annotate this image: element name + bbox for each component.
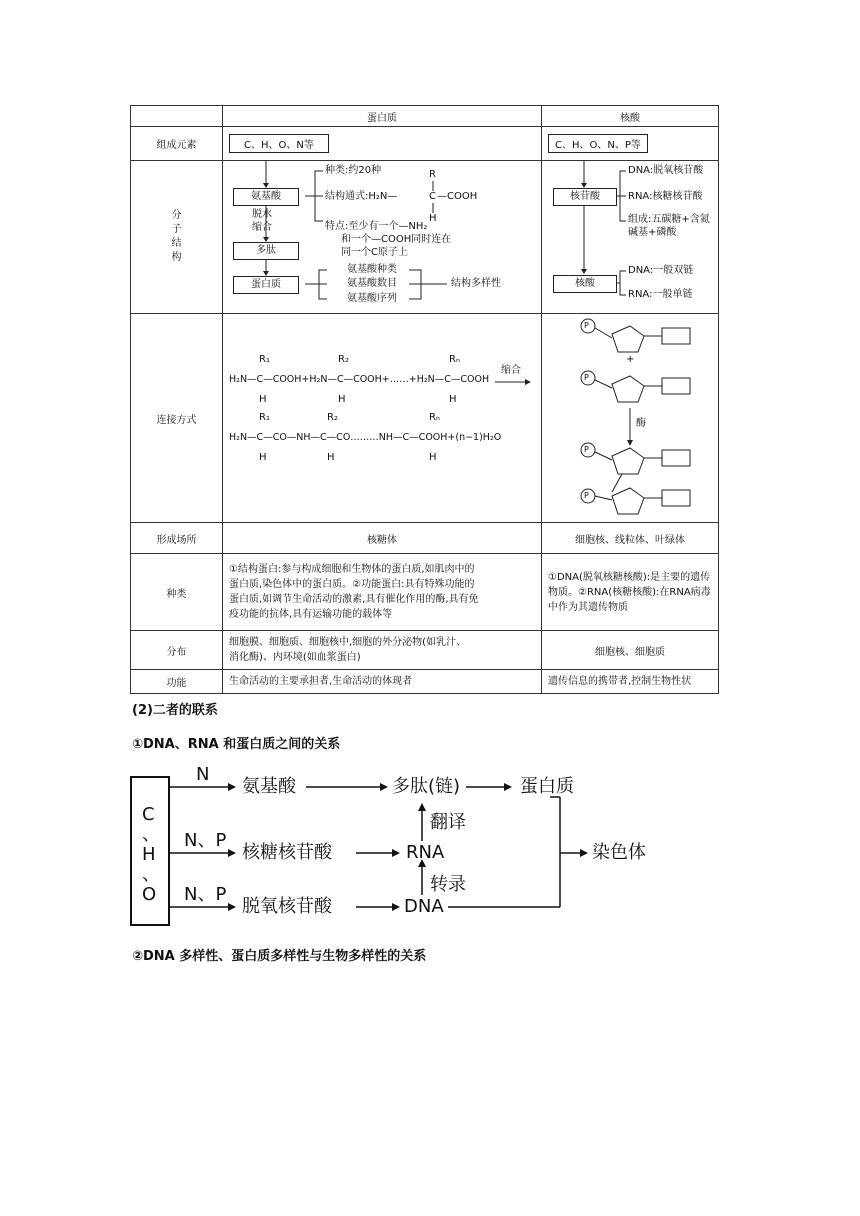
eq2-hn: H <box>429 452 437 463</box>
eq2-r2: R₂ <box>327 412 338 423</box>
eq1-r1: R₁ <box>259 354 270 365</box>
element-h: H <box>142 844 156 865</box>
row-label-site: 形成场所 <box>131 523 223 554</box>
nucleotide-diagram <box>542 314 719 522</box>
rna-chain: RNA:一般单链 <box>628 289 693 300</box>
enzyme-label: 酶 <box>636 418 646 429</box>
sep-1: 、 <box>142 824 160 845</box>
header-nucleic: 核酸 <box>542 106 719 127</box>
condensation-label: 缩合 <box>252 222 272 233</box>
protein-function: 生命活动的主要承担者,生命活动的体现者 <box>229 676 413 687</box>
protein-elements-box: C、H、O、N等 <box>229 134 329 153</box>
nucleic-site: 细胞核、线粒体、叶绿体 <box>542 523 719 554</box>
eq1-rn: Rₙ <box>449 354 460 365</box>
element-c: C <box>142 804 155 825</box>
row-label-structure <box>131 161 223 314</box>
structure-diversity: 结构多样性 <box>451 278 501 289</box>
diversity-amino-number: 氨基酸数目 <box>347 278 397 289</box>
translation-label: 翻译 <box>430 812 466 833</box>
nucleotide-box: 核苷酸 <box>553 188 617 206</box>
row-label-elements: 组成元素 <box>131 127 223 161</box>
comparison-table <box>130 105 719 694</box>
np-label-2: N、P <box>184 884 227 905</box>
formula-suffix: —COOH <box>437 191 478 202</box>
dna-rna-protein-diagram <box>130 765 690 930</box>
nucleotide-linkage-cell <box>542 314 719 523</box>
eq2-rn: Rₙ <box>429 412 440 423</box>
rna-node: RNA <box>406 842 445 863</box>
row-label-function: 功能 <box>131 670 223 694</box>
protein-distribution: 细胞膜、细胞质、细胞核中,细胞的外分泌物(如乳汁、消化酶)、内环境(如血浆蛋白) <box>229 637 467 663</box>
nucleic-structure-cell <box>542 161 719 314</box>
amino-kind-text: 种类:约20种 <box>325 165 382 176</box>
chromosome-node: 染色体 <box>592 842 646 863</box>
formula-c: C <box>429 191 436 202</box>
protein-structure-cell <box>223 161 542 314</box>
element-o: O <box>142 884 157 905</box>
formula-h: H <box>429 213 437 224</box>
phosphate-1-label: P <box>584 321 589 330</box>
feature-line-2: 和一个—COOH同时连在 <box>341 234 452 245</box>
eq1-r2: R₂ <box>338 354 349 365</box>
protein-types: ①结构蛋白:参与构成细胞和生物体的蛋白质,如肌肉中的蛋白质,染色体中的蛋白质。②功能蛋白:具有特殊功能的蛋白质,如调节生命活动的激素,具有催化作用的酶,具有免疫功能的抗体,具有运输功能的载体等 <box>229 564 479 620</box>
section-2-1-heading: ①DNA、RNA 和蛋白质之间的关系 <box>132 737 341 752</box>
peptide-equation-1: H₂N—C—COOH+H₂N—C—COOH+……+H₂N—C—COOH <box>229 374 490 385</box>
header-empty <box>131 106 223 127</box>
nucleic-distribution: 细胞核、细胞质 <box>542 631 719 670</box>
nucleotide-2 <box>581 371 690 402</box>
nucleotide-1 <box>581 319 690 352</box>
section-2-2-heading: ②DNA 多样性、蛋白质多样性与生物多样性的关系 <box>132 949 427 964</box>
protein-node: 蛋白质 <box>520 776 574 797</box>
header-protein: 蛋白质 <box>223 106 542 127</box>
composition-line-1: 组成:五碳糖+含氮 <box>628 214 710 225</box>
np-label-1: N、P <box>184 830 227 851</box>
dna-monomer: DNA:脱氧核苷酸 <box>628 165 704 176</box>
dinucleotide <box>581 443 690 514</box>
dna-node: DNA <box>404 896 444 917</box>
nucleic-function: 遗传信息的携带者,控制生物性状 <box>548 676 692 687</box>
eq2-r1: R₁ <box>259 412 270 423</box>
transcription-label: 转录 <box>430 874 466 895</box>
row-label-distribution: 分布 <box>131 631 223 670</box>
nucleic-acid-box: 核酸 <box>553 275 617 293</box>
dehydration-label: 脱水 <box>252 209 272 220</box>
row-label-linkage: 连接方式 <box>131 314 223 523</box>
formula-prefix: 结构通式:H₂N— <box>325 191 398 202</box>
phosphate-4-label: P <box>584 491 589 500</box>
rna-monomer: RNA:核糖核苷酸 <box>628 191 703 202</box>
feature-line-1: 特点:至少有一个—NH₂ <box>325 221 428 232</box>
section-2-heading: (2)二者的联系 <box>132 703 218 718</box>
row-label-types: 种类 <box>131 554 223 631</box>
sep-2: 、 <box>142 864 160 885</box>
amino-acid-node: 氨基酸 <box>242 776 296 797</box>
dna-chain: DNA:一般双链 <box>628 265 694 276</box>
condense-arrow <box>495 378 531 386</box>
eq2-h1: H <box>259 452 267 463</box>
composition-line-2: 碱基+磷酸 <box>628 227 677 238</box>
protein-site: 核糖体 <box>223 523 542 554</box>
phosphate-2-label: P <box>584 373 589 382</box>
eq1-h2: H <box>338 394 346 405</box>
ribonucleotide-node: 核糖核苷酸 <box>242 842 332 863</box>
eq2-h2: H <box>327 452 335 463</box>
protein-box: 蛋白质 <box>233 276 299 294</box>
phosphate-3-label: P <box>584 445 589 454</box>
amino-acid-box: 氨基酸 <box>233 188 299 206</box>
plus-sign: + <box>626 354 635 365</box>
feature-line-3: 同一个C原子上 <box>341 247 408 258</box>
nucleic-elements-box: C、H、O、N、P等 <box>548 134 648 153</box>
polypeptide-box: 多肽 <box>233 242 299 260</box>
peptide-linkage-cell <box>223 314 542 523</box>
deoxynucleotide-node: 脱氧核苷酸 <box>242 896 332 917</box>
diversity-amino-kind: 氨基酸种类 <box>347 264 397 275</box>
peptide-equation-2: H₂N—C—CO—NH—C—CO………NH—C—COOH+(n−1)H₂O <box>229 432 502 443</box>
diversity-amino-sequence: 氨基酸序列 <box>347 293 397 304</box>
eq1-h1: H <box>259 394 267 405</box>
eq1-hn: H <box>449 394 457 405</box>
n-label: N <box>196 764 210 785</box>
structure-label-vertical: 分子结构 <box>171 210 182 263</box>
polypeptide-node: 多肽(链) <box>392 776 461 797</box>
condense-label: 缩合 <box>501 365 521 376</box>
formula-r: R <box>429 169 436 180</box>
nucleic-types: ①DNA(脱氧核糖核酸):是主要的遗传物质。②RNA(核糖核酸):在RNA病毒中作为其遗传物质 <box>548 571 711 613</box>
